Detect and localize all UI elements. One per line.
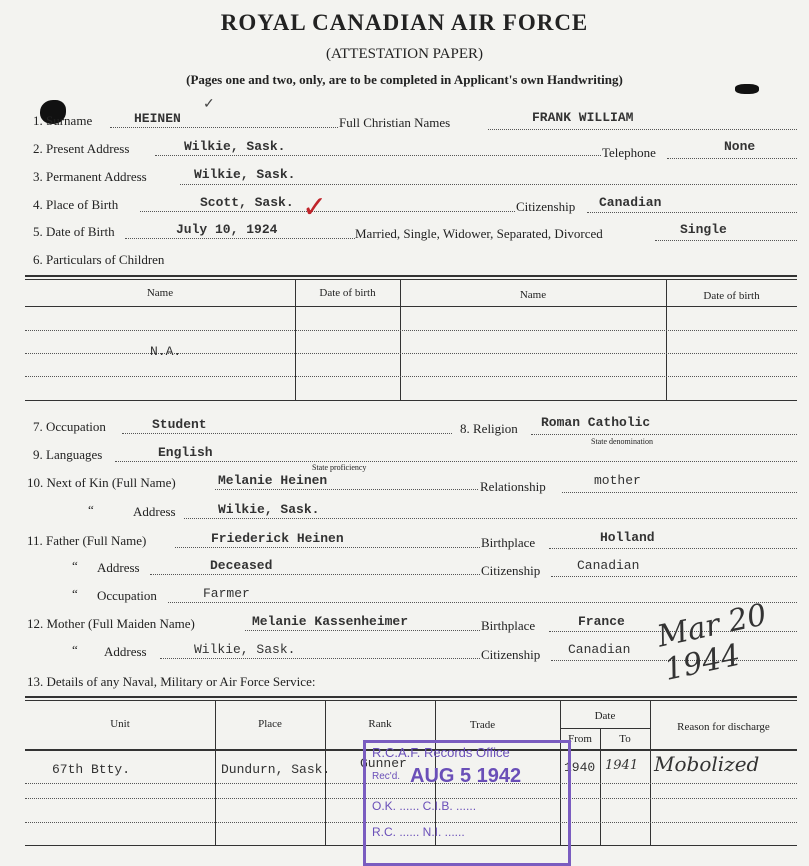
ditto-mark: “ xyxy=(72,558,78,573)
service-to: 1941 xyxy=(605,758,639,773)
mother-label: 12. Mother (Full Maiden Name) xyxy=(27,616,195,631)
telephone-value: None xyxy=(724,139,756,154)
citizenship-value: Canadian xyxy=(599,195,662,210)
service-header-unit: Unit xyxy=(110,718,130,730)
date-of-birth-label: 5. Date of Birth xyxy=(33,224,115,239)
father-address-value: Deceased xyxy=(210,558,273,573)
father-occupation-value: Farmer xyxy=(203,586,250,601)
relationship-label: Relationship xyxy=(480,479,546,494)
languages-value: English xyxy=(158,445,213,460)
date-of-birth-value: July 10, 1924 xyxy=(176,222,278,237)
children-header-dob-2: Date of birth xyxy=(703,290,760,302)
mother-birthplace-label: Birthplace xyxy=(481,618,536,633)
ditto-mark: “ xyxy=(72,642,78,657)
mother-address-label: Address xyxy=(104,644,147,659)
christian-names-value: FRANK WILLIAM xyxy=(532,110,634,125)
service-header-reason: Reason for discharge xyxy=(677,721,770,733)
present-address-value: Wilkie, Sask. xyxy=(184,139,286,154)
ink-mark xyxy=(735,84,759,94)
surname-value: HEINEN xyxy=(134,111,181,126)
service-place: Dundurn, Sask. xyxy=(221,762,331,777)
children-header-dob: Date of birth xyxy=(319,287,376,299)
father-occupation-label: Occupation xyxy=(97,588,157,603)
instruction: (Pages one and two, only, are to be completed in Applicant's own Handwriting) xyxy=(186,72,623,87)
service-header-date: Date xyxy=(594,710,616,722)
languages-label: 9. Languages xyxy=(33,447,103,462)
christian-names-label: Full Christian Names xyxy=(339,115,451,130)
occupation-value: Student xyxy=(152,417,207,432)
service-header-rank: Rank xyxy=(368,718,392,730)
service-unit: 67th Btty. xyxy=(52,762,131,777)
children-header-name-2: Name xyxy=(519,289,547,301)
father-birthplace-value: Holland xyxy=(600,530,655,545)
children-value: N.A. xyxy=(150,344,182,359)
form-subtitle: (ATTESTATION PAPER) xyxy=(325,46,483,62)
permanent-address-value: Wilkie, Sask. xyxy=(194,167,296,182)
service-header-to: To xyxy=(619,733,631,745)
children-label: 6. Particulars of Children xyxy=(33,252,165,267)
service-from: 1940 xyxy=(564,760,596,775)
service-header-trade: Trade xyxy=(469,719,496,731)
next-of-kin-label: 10. Next of Kin (Full Name) xyxy=(27,475,176,490)
marital-status-value: Single xyxy=(680,222,727,237)
next-of-kin-value: Melanie Heinen xyxy=(218,473,328,488)
occupation-label: 7. Occupation xyxy=(33,419,106,434)
ditto-mark: “ xyxy=(88,502,94,517)
marital-status-label: Married, Single, Widower, Separated, Divorced xyxy=(355,226,603,241)
father-citizenship-label: Citizenship xyxy=(481,563,541,578)
languages-note: State proficiency xyxy=(312,463,367,472)
check-mark-icon: ✓ xyxy=(203,97,215,112)
father-label: 11. Father (Full Name) xyxy=(27,533,147,548)
children-header-name: Name xyxy=(146,287,174,299)
father-citizenship-value: Canadian xyxy=(577,558,640,573)
service-label: 13. Details of any Naval, Military or Air Force Service: xyxy=(27,674,316,689)
red-check-mark-icon: ✓ xyxy=(302,191,328,224)
nok-address-value: Wilkie, Sask. xyxy=(218,502,320,517)
present-address-label: 2. Present Address xyxy=(33,141,130,156)
relationship-value: mother xyxy=(594,473,641,488)
place-of-birth-label: 4. Place of Birth xyxy=(33,197,119,212)
place-of-birth-value: Scott, Sask. xyxy=(200,195,294,210)
father-birthplace-label: Birthplace xyxy=(481,535,536,550)
father-address-label: Address xyxy=(97,560,140,575)
telephone-label: Telephone xyxy=(602,145,656,160)
service-reason: Mobolized xyxy=(654,752,760,776)
service-header-from: From xyxy=(568,733,592,745)
religion-note: State denomination xyxy=(591,437,653,446)
citizenship-label: Citizenship xyxy=(516,199,576,214)
religion-value: Roman Catholic xyxy=(541,415,651,430)
permanent-address-label: 3. Permanent Address xyxy=(33,169,147,184)
mother-citizenship-value: Canadian xyxy=(568,642,631,657)
surname-label: 1. Surname xyxy=(33,113,93,128)
records-office-stamp: R.C.A.F. Records Office Rec'd. AUG 5 1942 O.K. ...... C.I.B. ...... R.C. ...... N.I. ...... xyxy=(363,740,571,866)
nok-address-label: Address xyxy=(133,504,176,519)
religion-label: 8. Religion xyxy=(460,421,518,436)
father-value: Friederick Heinen xyxy=(211,531,344,546)
ditto-mark: “ xyxy=(72,586,78,601)
mother-birthplace-value: France xyxy=(578,614,625,629)
margin-handwritten-note: Mar 20 1944 xyxy=(654,597,770,688)
stamp-date: AUG 5 1942 xyxy=(410,765,522,787)
form-title: ROYAL CANADIAN AIR FORCE xyxy=(220,10,589,35)
mother-value: Melanie Kassenheimer xyxy=(252,614,409,629)
mother-address-value: Wilkie, Sask. xyxy=(194,642,296,657)
service-header-place: Place xyxy=(258,718,282,730)
mother-citizenship-label: Citizenship xyxy=(481,647,541,662)
service-rank: Gunner xyxy=(360,756,407,771)
